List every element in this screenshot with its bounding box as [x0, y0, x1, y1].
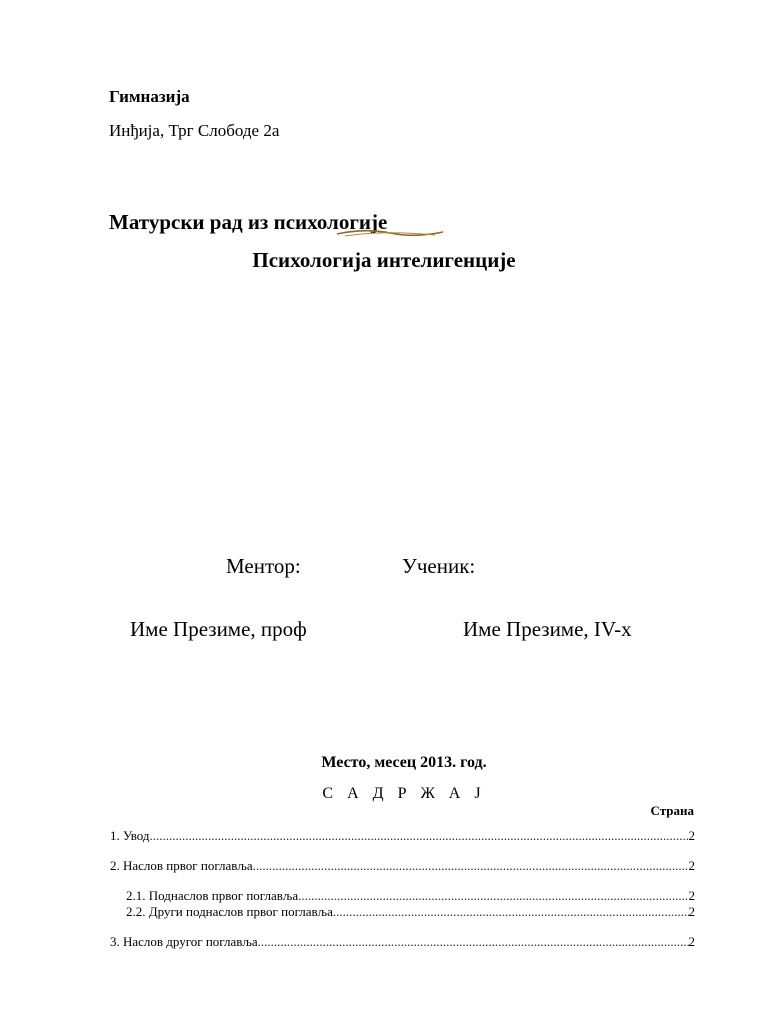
toc-item-page: 2	[688, 828, 695, 843]
mentor-label: Ментор:	[226, 554, 301, 578]
toc-item-label: 2. Наслов првог поглавља	[110, 858, 253, 873]
place-date: Место, месец 2013. год.	[321, 754, 487, 771]
toc-item-label: 2.2. Други поднаслов првог поглавља	[126, 904, 333, 919]
toc-item[interactable]	[110, 828, 695, 844]
toc-leader	[150, 828, 689, 844]
toc-leader	[298, 888, 688, 904]
toc-title: С А Д Р Ж А Ј	[322, 785, 486, 802]
student-name: Име Презиме, IV-x	[463, 617, 632, 641]
thesis-title: Матурски рад из психологије	[109, 210, 388, 234]
decorative-flourish-icon	[335, 226, 445, 240]
toc-item[interactable]	[110, 858, 695, 874]
toc-item-label: 3. Наслов другог поглавља	[110, 934, 258, 949]
table-of-contents	[110, 828, 695, 950]
mentor-name: Име Презиме, проф	[130, 617, 307, 641]
toc-item-label: 2.1. Поднаслов првог поглавља	[126, 888, 299, 903]
school-name: Гимназија	[109, 87, 190, 106]
toc-item-page: 2	[688, 888, 695, 903]
toc-item-page: 2	[688, 858, 695, 873]
toc-item[interactable]	[110, 904, 695, 920]
school-address: Инђија, Трг Слободе 2а	[109, 121, 280, 140]
toc-leader	[258, 934, 689, 950]
toc-item-page: 2	[688, 904, 695, 919]
toc-page-header: Страна	[650, 803, 694, 818]
toc-leader	[333, 904, 689, 920]
toc-leader	[253, 858, 689, 874]
student-label: Ученик:	[402, 554, 476, 578]
toc-item[interactable]	[110, 888, 695, 904]
thesis-topic: Психологија интелигенције	[252, 248, 516, 272]
toc-item-page: 2	[688, 934, 695, 949]
toc-item-label: 1. Увод	[110, 828, 150, 843]
toc-item[interactable]	[110, 934, 695, 950]
